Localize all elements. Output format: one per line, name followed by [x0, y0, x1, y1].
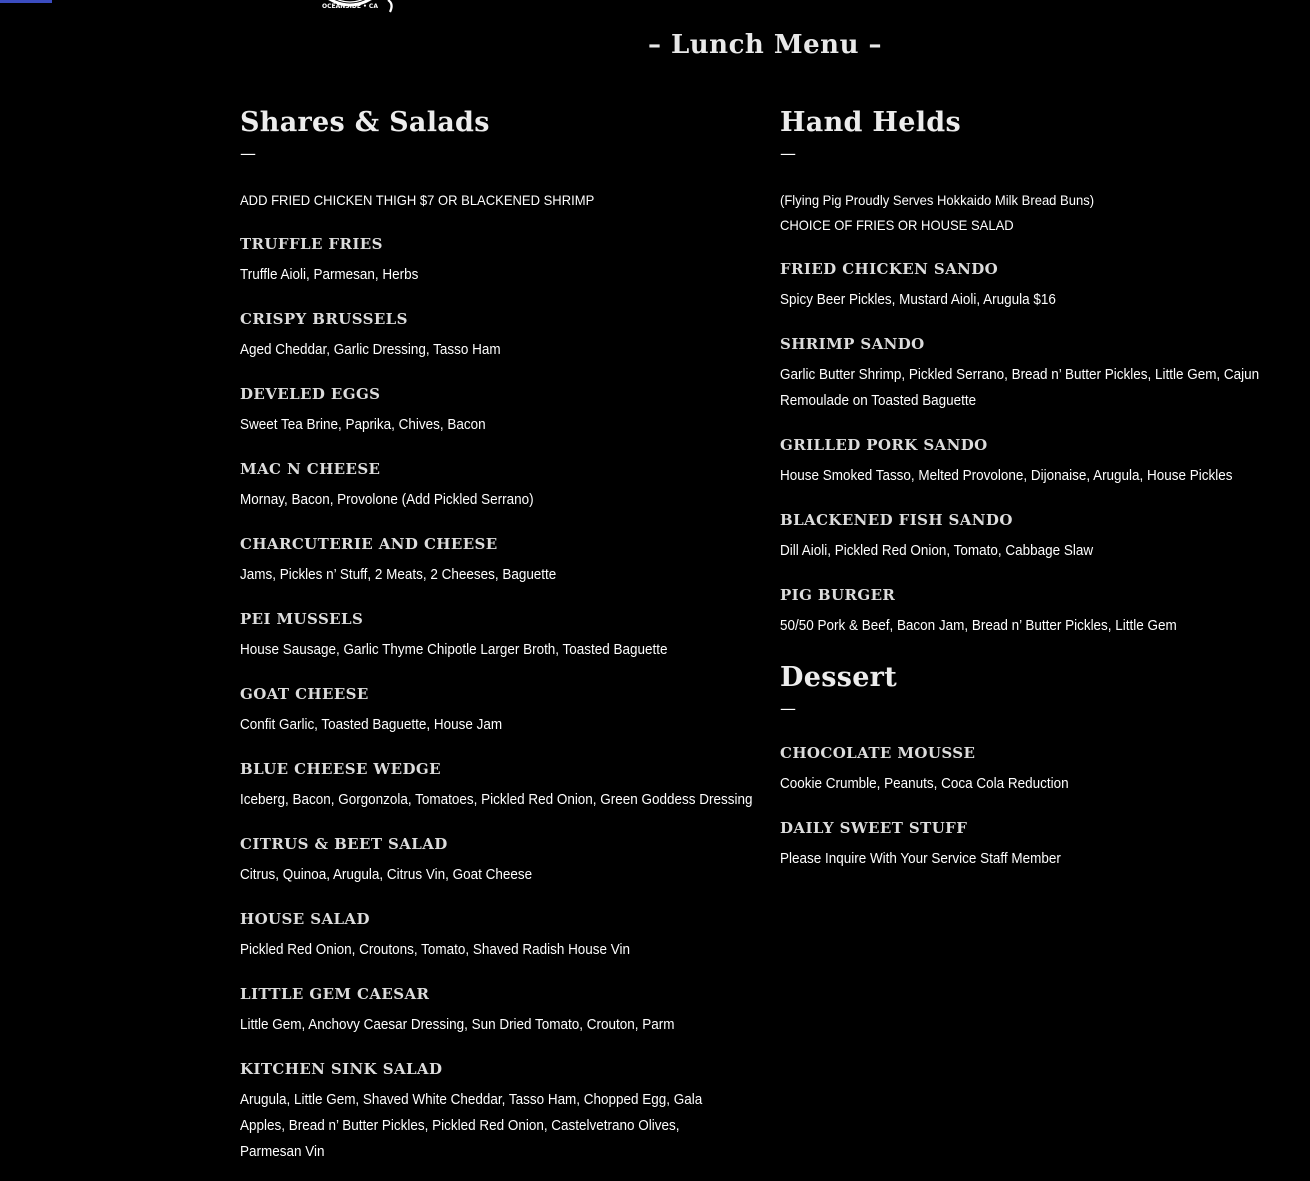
menu-item — [240, 309, 760, 363]
menu-item-name: BLACKENED FISH SANDO — [780, 511, 1013, 529]
hand-helds-section — [780, 104, 1280, 872]
menu-item — [240, 684, 760, 738]
menu-item-description: Confit Garlic, Toasted Baguette, House Jam — [240, 717, 503, 733]
section-title-dessert: Dessert — [780, 662, 897, 693]
menu-item — [240, 384, 760, 438]
menu-item-name: LITTLE GEM CAESAR — [240, 985, 430, 1003]
menu-item — [780, 334, 1280, 414]
menu-item — [240, 609, 760, 663]
menu-item-name: PEI MUSSELS — [240, 610, 364, 628]
menu-item-description: Garlic Butter Shrimp, Pickled Serrano, Bread n’ Butter Pickles, Little Gem, Cajun Remoulade on Toasted Baguette — [780, 367, 1260, 409]
hand-helds-note-sides: CHOICE OF FRIES OR HOUSE SALAD — [780, 217, 1014, 233]
menu-item-name: TRUFFLE FRIES — [240, 235, 383, 253]
section-divider: — — [780, 699, 796, 718]
menu-item-description: Citrus, Quinoa, Arugula, Citrus Vin, Goat Cheese — [240, 867, 533, 883]
hand-helds-note-buns: (Flying Pig Proudly Serves Hokkaido Milk Bread Buns) — [780, 192, 1095, 208]
menu-item-name: CHARCUTERIE AND CHEESE — [240, 535, 498, 553]
menu-item — [780, 259, 1280, 313]
menu-item-name: SHRIMP SANDO — [780, 335, 925, 353]
menu-item — [780, 510, 1280, 564]
page-title: – Lunch Menu – — [647, 30, 883, 60]
menu-item — [780, 818, 1280, 872]
menu-item-name: CITRUS & BEET SALAD — [240, 835, 448, 853]
menu-item-name: GRILLED PORK SANDO — [780, 436, 988, 454]
menu-item — [240, 234, 760, 288]
menu-item — [240, 984, 760, 1038]
menu-item-description: 50/50 Pork & Beef, Bacon Jam, Bread n’ Butter Pickles, Little Gem — [780, 618, 1177, 634]
top-accent-bar — [0, 0, 52, 3]
menu-item-name: FRIED CHICKEN SANDO — [780, 260, 999, 278]
menu-item-description: Truffle Aioli, Parmesan, Herbs — [240, 267, 419, 283]
menu-item-name: HOUSE SALAD — [240, 910, 370, 928]
menu-item-name: DEVELED EGGS — [240, 385, 381, 403]
menu-item-description: Arugula, Little Gem, Shaved White Cheddar, Tasso Ham, Chopped Egg, Gala Apples, Bread n’ Butter Pickles, Pickled Red Onion, Castelvetrano Olives, Parmesan Vin — [240, 1092, 703, 1160]
menu-item-description: Jams, Pickles n’ Stuff, 2 Meats, 2 Cheeses, Baguette — [240, 567, 557, 583]
menu-item-description: Pickled Red Onion, Croutons, Tomato, Shaved Radish House Vin — [240, 942, 631, 958]
menu-item — [240, 834, 760, 888]
menu-item-description: Cookie Crumble, Peanuts, Coca Cola Reduction — [780, 776, 1069, 792]
menu-item-name: CRISPY BRUSSELS — [240, 310, 408, 328]
menu-item-description: Little Gem, Anchovy Caesar Dressing, Sun Dried Tomato, Crouton, Parm — [240, 1017, 675, 1033]
menu-item-description: Dill Aioli, Pickled Red Onion, Tomato, Cabbage Slaw — [780, 543, 1094, 559]
menu-item-name: GOAT CHEESE — [240, 685, 369, 703]
menu-item-description: House Sausage, Garlic Thyme Chipotle Larger Broth, Toasted Baguette — [240, 642, 668, 658]
menu-item-description: Mornay, Bacon, Provolone (Add Pickled Serrano) — [240, 492, 534, 508]
logo-text: OCEANSIDE • CA — [322, 3, 378, 10]
menu-item — [240, 459, 760, 513]
menu-item — [780, 743, 1280, 797]
menu-item — [240, 909, 760, 963]
section-divider: — — [240, 144, 256, 163]
menu-item — [240, 1059, 760, 1165]
menu-item — [780, 435, 1280, 489]
menu-item-description: Spicy Beer Pickles, Mustard Aioli, Arugula $16 — [780, 292, 1056, 308]
menu-item — [240, 534, 760, 588]
menu-item-name: CHOCOLATE MOUSSE — [780, 744, 976, 762]
menu-item — [780, 585, 1280, 639]
section-title-hand-helds: Hand Helds — [780, 107, 961, 138]
restaurant-logo[interactable] — [300, 0, 400, 20]
menu-item-description: Sweet Tea Brine, Paprika, Chives, Bacon — [240, 417, 486, 433]
menu-item-description: Iceberg, Bacon, Gorgonzola, Tomatoes, Pickled Red Onion, Green Goddess Dressing — [240, 792, 753, 808]
shares-salads-addon-note: ADD FRIED CHICKEN THIGH $7 OR BLACKENED SHRIMP — [240, 192, 595, 208]
menu-item-description: House Smoked Tasso, Melted Provolone, Dijonaise, Arugula, House Pickles — [780, 468, 1233, 484]
shares-salads-section — [240, 104, 760, 1165]
dessert-section — [780, 659, 1280, 872]
menu-item-name: BLUE CHEESE WEDGE — [240, 760, 441, 778]
menu-item-name: KITCHEN SINK SALAD — [240, 1060, 443, 1078]
menu-item-name: DAILY SWEET STUFF — [780, 819, 968, 837]
menu-item-name: PIG BURGER — [780, 586, 896, 604]
menu-item-name: MAC N CHEESE — [240, 460, 381, 478]
menu-item-description: Please Inquire With Your Service Staff Member — [780, 851, 1061, 867]
menu-item-description: Aged Cheddar, Garlic Dressing, Tasso Ham — [240, 342, 501, 358]
section-divider: — — [780, 144, 796, 163]
section-title-shares-salads: Shares & Salads — [240, 107, 490, 138]
menu-item — [240, 759, 760, 813]
